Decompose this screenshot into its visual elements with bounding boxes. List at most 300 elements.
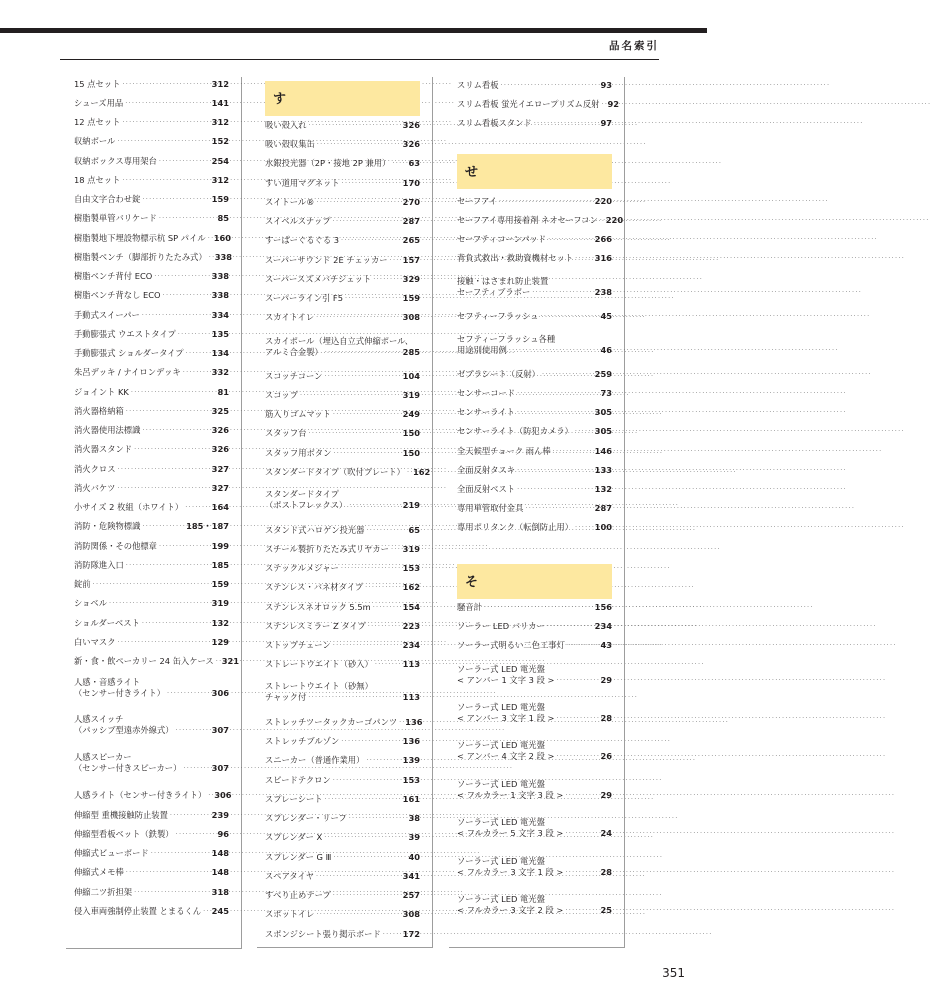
index-entry <box>265 467 431 478</box>
index-entry-term: スニーカー（普通作業用） <box>265 755 365 765</box>
index-entry-term: 専用ポリタンク（転倒防止用） <box>457 522 573 532</box>
index-entry <box>74 406 229 417</box>
index-entry-page: 307 <box>211 725 229 735</box>
index-entry-page: 266 <box>594 234 612 244</box>
dot-leader <box>183 763 209 774</box>
dot-leader <box>208 790 212 801</box>
dot-leader <box>333 852 406 863</box>
dot-leader <box>565 905 598 916</box>
dot-leader <box>317 139 401 150</box>
index-entry <box>74 677 229 699</box>
index-entry-term: スーパーサウンド 2E チェッカー <box>265 255 388 265</box>
index-entry-page: 160 <box>213 233 232 243</box>
index-entry-page: 162 <box>402 582 420 592</box>
index-entry-page: 81 <box>217 387 229 397</box>
index-entry-page: 148 <box>211 848 229 858</box>
index-entry <box>74 271 229 282</box>
dot-leader <box>208 233 212 244</box>
index-entry-term: スタッフ台 <box>265 428 307 438</box>
index-entry-term: 背負式救出・救助資機材セット <box>457 253 574 263</box>
index-entry <box>74 156 229 167</box>
index-entry-term: センサーライト <box>457 407 515 417</box>
index-entry <box>457 388 612 399</box>
index-entry-page: 306 <box>214 790 232 800</box>
section-heading-se: せ <box>457 154 612 189</box>
index-entry <box>457 215 624 226</box>
index-entry-term: スカイトイレ <box>265 312 315 322</box>
index-entry <box>457 276 612 298</box>
index-entry <box>265 525 420 536</box>
index-entry-term: 消火器使用法標識 <box>74 425 141 435</box>
index-entry-page: 238 <box>594 287 612 297</box>
index-entry-term: スタンド式ハロゲン投光器 <box>265 525 365 535</box>
dot-leader <box>517 407 593 418</box>
index-entry-term: セーフアイ <box>457 196 497 206</box>
index-entry <box>457 779 612 801</box>
dot-leader <box>349 813 407 824</box>
index-entry-term-line1: ソーラー式 LED 電光盤 <box>457 817 545 827</box>
index-entry-term: 小サイズ 2 枚組（ホワイト） <box>74 502 184 512</box>
index-entry-page: 132 <box>211 618 229 628</box>
dot-leader <box>117 483 209 494</box>
dot-leader <box>142 425 209 436</box>
index-entry-term-line1: スカイポール（埋込自立式伸縮ポール、 <box>265 336 414 346</box>
index-entry-page: 306 <box>211 688 229 698</box>
dot-leader <box>185 502 209 513</box>
index-entry-term: スーパーライン引 F5 <box>265 293 343 303</box>
dot-leader <box>125 98 209 109</box>
dot-leader <box>534 118 599 129</box>
index-entry-term: チャック付 <box>265 692 307 702</box>
index-entry-term: 全天候型チョーク 雨ん棒 <box>457 446 551 456</box>
index-entry <box>74 906 229 917</box>
dot-leader <box>300 390 401 401</box>
index-entry-page: 45 <box>600 311 612 321</box>
dot-leader <box>548 234 593 245</box>
index-entry-term: スコップ <box>265 390 299 400</box>
index-entry-term: ストレッチブルゾン <box>265 736 340 746</box>
index-entry-term: 樹脂ベンチ背なし ECO <box>74 290 161 300</box>
dot-leader <box>383 929 401 940</box>
index-entry <box>265 890 420 901</box>
index-entry-page: 319 <box>211 598 229 608</box>
index-entry <box>74 213 229 224</box>
index-entry <box>74 387 229 398</box>
index-entry-term: 侵入車両強制停止装置 とまるくん <box>74 906 202 916</box>
index-entry-page: 220 <box>594 196 612 206</box>
index-entry-page: 172 <box>402 929 420 939</box>
index-entry <box>457 484 612 495</box>
index-entry <box>457 664 612 686</box>
index-entry-page: 287 <box>402 216 420 226</box>
index-entry <box>74 887 229 898</box>
page-header-title: 品名索引 <box>609 40 659 52</box>
index-entry <box>265 852 420 863</box>
index-entry-page: 132 <box>594 484 612 494</box>
index-entry-term: < フルカラー 3 文字 1 段 > <box>457 867 564 877</box>
index-entry-page: 257 <box>402 890 420 900</box>
dot-leader <box>134 887 210 898</box>
dot-leader <box>517 484 593 495</box>
index-entry-term: スプレンダー X <box>265 832 323 842</box>
index-entry-page: 308 <box>402 909 420 919</box>
index-entry-term: ステンレスネオロック 5.5m <box>265 602 371 612</box>
index-entry <box>457 99 619 110</box>
index-entry <box>457 407 612 418</box>
dot-leader <box>151 848 210 859</box>
index-entry-page: 39 <box>408 832 420 842</box>
dot-leader <box>309 428 401 439</box>
index-entry <box>457 817 612 839</box>
index-entry <box>457 740 612 762</box>
dot-leader <box>183 367 210 378</box>
index-entry-term: 12 点セット <box>74 117 121 127</box>
dot-leader <box>333 448 400 459</box>
index-entry-term: ステンレス・バネ材タイプ <box>265 582 364 592</box>
dot-leader <box>501 80 599 91</box>
index-entry-page: 159 <box>402 293 420 303</box>
index-entry <box>74 425 229 436</box>
index-entry <box>265 871 420 882</box>
index-column-3 <box>449 77 625 948</box>
index-entry-page: 170 <box>402 178 420 188</box>
index-entry-page: 104 <box>402 371 420 381</box>
index-entry-term: スーパースズメバチジェット <box>265 274 372 284</box>
dot-leader <box>349 500 400 511</box>
index-entry-page: 133 <box>594 465 612 475</box>
dot-leader <box>203 906 210 917</box>
index-entry-term-line1: スタンダードタイプ <box>265 489 339 499</box>
index-entry <box>74 637 229 648</box>
index-entry <box>265 602 420 613</box>
page-number: 351 <box>662 966 685 980</box>
index-entry-term: 樹脂製ベンチ（脚部折りたたみ式） <box>74 252 207 262</box>
dot-leader <box>556 713 598 724</box>
index-entry <box>457 503 612 514</box>
index-entry-term: （センサー付きスピーカー） <box>74 763 182 773</box>
index-entry-term: 自由文字合わせ錠 <box>74 194 141 204</box>
index-entry-term: 伸縮式ビューボード <box>74 848 149 858</box>
index-entry-page: 319 <box>402 544 420 554</box>
index-entry-term-line1: ソーラー式 LED 電光盤 <box>457 702 545 712</box>
index-entry-page: 185 <box>211 560 229 570</box>
dot-leader <box>499 196 593 207</box>
index-entry-term: センサーコード <box>457 388 516 398</box>
index-entry-term: 消火器格納箱 <box>74 406 124 416</box>
index-entry-term: 吸い殻入れ <box>265 120 307 130</box>
index-entry <box>265 544 420 555</box>
index-entry-term: ステンレスミラー Z タイプ <box>265 621 366 631</box>
index-entry-page: 146 <box>594 446 612 456</box>
index-entry-page: 134 <box>211 348 229 358</box>
index-entry-term: セーフティブラボー <box>457 287 531 297</box>
index-entry <box>74 502 229 513</box>
index-entry-term: スチール製折りたたみ式リヤカー <box>265 544 389 554</box>
index-entry <box>74 98 229 109</box>
index-entry <box>265 736 420 747</box>
index-entry-page: 287 <box>594 503 612 513</box>
index-entry <box>265 621 420 632</box>
index-entry-page: 26 <box>600 751 612 761</box>
dot-leader <box>325 794 401 805</box>
index-entry-term: 樹脂ベンチ背付 ECO <box>74 271 153 281</box>
dot-leader <box>118 464 210 475</box>
dot-leader <box>556 675 598 686</box>
index-entry-term: ソーラー式明るい二色工事灯 <box>457 640 565 650</box>
index-entry-term: 18 点セット <box>74 175 121 185</box>
dot-leader <box>553 446 593 457</box>
dot-leader <box>600 215 604 226</box>
index-entry-page: 29 <box>600 675 612 685</box>
dot-leader <box>159 213 216 224</box>
index-entry-term-line1: ソーラー式 LED 電光盤 <box>457 740 545 750</box>
index-entry-page: 321 <box>221 656 240 666</box>
index-entry-page: 305 <box>594 407 612 417</box>
index-entry-page: 43 <box>600 640 612 650</box>
dot-leader <box>373 274 400 285</box>
index-entry-term: 朱呂デッキ / ナイロンデッキ <box>74 367 181 377</box>
index-entry-term: すべり止めテープ <box>265 890 331 900</box>
index-entry-page: 219 <box>402 500 420 510</box>
index-entry-page: 338 <box>211 290 229 300</box>
dot-leader <box>517 465 593 476</box>
index-entry-page: 65 <box>408 525 420 535</box>
dot-leader <box>142 310 210 321</box>
index-entry-page: 164 <box>211 502 229 512</box>
dot-leader <box>142 521 184 532</box>
dot-leader <box>93 579 210 590</box>
index-entry-page: 152 <box>211 136 229 146</box>
dot-leader <box>333 775 401 786</box>
index-entry <box>265 794 420 805</box>
index-entry <box>265 274 420 285</box>
index-entry-term-line1: 人感・音感ライト <box>74 677 141 687</box>
index-entry-term: スイトール® <box>265 197 315 207</box>
index-entry-page: 100 <box>594 522 612 532</box>
index-entry-page: 316 <box>594 253 612 263</box>
index-entry-page: 85 <box>217 213 229 223</box>
index-entry <box>265 929 420 940</box>
index-entry-page: 338 <box>211 271 229 281</box>
index-entry <box>265 139 420 150</box>
header-rule <box>60 59 659 60</box>
index-entry-page: 113 <box>402 692 420 702</box>
index-entry-term: ショベル <box>74 598 108 608</box>
index-entry <box>74 867 229 878</box>
index-entry-term: 消火バケツ <box>74 483 116 493</box>
index-entry <box>74 136 229 147</box>
dot-leader <box>324 371 400 382</box>
index-entry <box>265 409 420 420</box>
index-entry-page: 141 <box>211 98 229 108</box>
index-entry-term: アルミ合金製） <box>265 347 323 357</box>
dot-leader <box>392 158 406 169</box>
dot-leader <box>517 388 598 399</box>
index-entry-page: 28 <box>600 867 612 877</box>
index-entry-page: 223 <box>402 621 420 631</box>
index-entry <box>74 521 229 532</box>
dot-leader <box>373 602 401 613</box>
index-entry <box>265 235 420 246</box>
index-entry-page: 326 <box>211 425 229 435</box>
index-entry-page: 325 <box>211 406 229 416</box>
index-entry <box>265 120 420 131</box>
index-entry-page: 318 <box>211 887 229 897</box>
index-entry-page: 185・187 <box>186 521 229 531</box>
index-entry-page: 38 <box>408 813 420 823</box>
dot-leader <box>176 725 210 736</box>
index-entry-page: 63 <box>408 158 420 168</box>
index-entry <box>457 602 612 613</box>
dot-leader <box>186 348 210 359</box>
dot-leader <box>407 467 411 478</box>
index-entry <box>457 196 612 207</box>
dot-leader <box>325 347 401 358</box>
dot-leader <box>532 287 592 298</box>
index-entry-term: < フルカラー 5 文字 3 段 > <box>457 828 564 838</box>
dot-leader <box>122 79 209 90</box>
index-entry-page: 97 <box>600 118 612 128</box>
index-entry-term: 人感ライト（センサー付きライト） <box>74 790 207 800</box>
index-entry-term: スポンジシート張り掲示ボード <box>265 929 381 939</box>
index-entry <box>74 579 229 590</box>
index-entry-term: （センサー付きライト） <box>74 688 166 698</box>
dot-leader <box>484 602 593 613</box>
index-entry-term: すい道用マグネット <box>265 178 340 188</box>
index-entry-term: スリム看板 <box>457 80 499 90</box>
index-entry-page: 136 <box>402 736 420 746</box>
index-entry-term: ストレートウエイト（砂入） <box>265 659 373 669</box>
index-column-1 <box>66 77 242 949</box>
index-entry-term-line1: セフティーフラッシュ各種 <box>457 334 556 344</box>
dot-leader <box>316 197 400 208</box>
index-entry-term: （パッシブ型遠赤外線式） <box>74 725 174 735</box>
index-entry-page: 312 <box>211 175 229 185</box>
index-entry <box>74 329 229 340</box>
index-entry-page: 307 <box>211 763 229 773</box>
dot-leader <box>117 136 209 147</box>
index-entry-page: 239 <box>211 810 229 820</box>
index-entry <box>457 426 612 437</box>
index-entry <box>265 197 420 208</box>
dot-leader <box>209 252 213 263</box>
index-entry-term: スリム看板 蛍光イエロープリズム反射 <box>457 99 600 109</box>
dot-leader <box>547 621 593 632</box>
index-entry <box>457 118 612 129</box>
index-entry <box>457 446 612 457</box>
index-entry-term: 伸縮式メモ棒 <box>74 867 124 877</box>
index-entry-term: ジョイント KK <box>74 387 129 397</box>
index-entry <box>457 234 612 245</box>
index-entry-page: 159 <box>211 579 229 589</box>
dot-leader <box>309 120 401 131</box>
dot-leader <box>399 717 403 728</box>
dot-leader <box>575 522 593 533</box>
index-entry-term: （ポストフレックス） <box>265 500 348 510</box>
index-entry <box>265 582 420 593</box>
index-entry <box>265 813 420 824</box>
index-entry-term: 用途別使用例 <box>457 345 507 355</box>
dot-leader <box>575 426 593 437</box>
dot-leader <box>163 290 210 301</box>
index-entry-term: スプレンダー G Ⅲ <box>265 852 332 862</box>
dot-leader <box>167 688 210 699</box>
index-entry-page: 159 <box>211 194 229 204</box>
index-entry <box>74 829 229 840</box>
index-entry <box>265 489 420 511</box>
dot-leader <box>509 345 599 356</box>
index-entry-page: 245 <box>211 906 229 916</box>
index-entry-page: 305 <box>594 426 612 436</box>
index-entry <box>74 175 229 186</box>
dot-leader <box>565 790 598 801</box>
dot-leader <box>601 99 605 110</box>
index-entry-page: 220 <box>605 215 624 225</box>
index-entry-page: 29 <box>600 790 612 800</box>
index-entry-page: 334 <box>211 310 229 320</box>
index-entry-term: 消火器スタンド <box>74 444 133 454</box>
index-entry <box>74 560 229 571</box>
index-entry <box>265 832 420 843</box>
index-entry-term: すーぱーぐるぐる 3 <box>265 235 340 245</box>
dot-leader <box>366 755 400 766</box>
dot-leader <box>142 618 210 629</box>
dot-leader <box>159 156 210 167</box>
index-entry-term: 新・食・飲ペーカリー 24 缶入ケース <box>74 656 214 666</box>
section-heading-so: そ <box>457 564 612 599</box>
dot-leader <box>122 175 209 186</box>
index-entry-page: 199 <box>211 541 229 551</box>
index-entry-page: 73 <box>600 388 612 398</box>
index-entry <box>74 790 232 801</box>
index-entry <box>457 311 612 322</box>
index-entry-page: 46 <box>600 345 612 355</box>
index-entry-term: 手動式スイーパー <box>74 310 140 320</box>
index-entry <box>265 563 420 574</box>
index-entry <box>74 310 229 321</box>
index-entry <box>265 640 420 651</box>
dot-leader <box>365 582 401 593</box>
dot-leader <box>341 563 401 574</box>
index-entry-term: 収納ボール <box>74 136 116 146</box>
index-entry-page: 254 <box>211 156 229 166</box>
index-entry <box>74 252 233 263</box>
index-entry-page: 25 <box>600 905 612 915</box>
index-entry-page: 329 <box>402 274 420 284</box>
index-entry <box>74 598 229 609</box>
index-entry-term: 消火クロス <box>74 464 116 474</box>
index-column-2 <box>257 77 433 948</box>
index-entry <box>74 810 229 821</box>
index-entry-term: 白いマスク <box>74 637 116 647</box>
index-entry-term: 消防関係・その他標章 <box>74 541 157 551</box>
index-entry-term: 消防・危険物標識 <box>74 521 141 531</box>
dot-leader <box>154 271 209 282</box>
index-entry <box>265 681 420 703</box>
index-entry-term: 吸い殻収集缶 <box>265 139 315 149</box>
index-entry-term: スプレンダー・リーフ <box>265 813 347 823</box>
dot-leader <box>142 194 209 205</box>
index-entry <box>74 194 229 205</box>
index-entry-page: 234 <box>594 621 612 631</box>
index-entry-page: 92 <box>607 99 619 109</box>
index-entry-page: 150 <box>402 448 420 458</box>
dot-leader <box>391 544 401 555</box>
index-entry-page: 139 <box>402 755 420 765</box>
index-entry-term: センサーライト（防犯カメラ） <box>457 426 573 436</box>
index-entry-term: スポットイレ <box>265 909 315 919</box>
dot-leader <box>333 409 401 420</box>
